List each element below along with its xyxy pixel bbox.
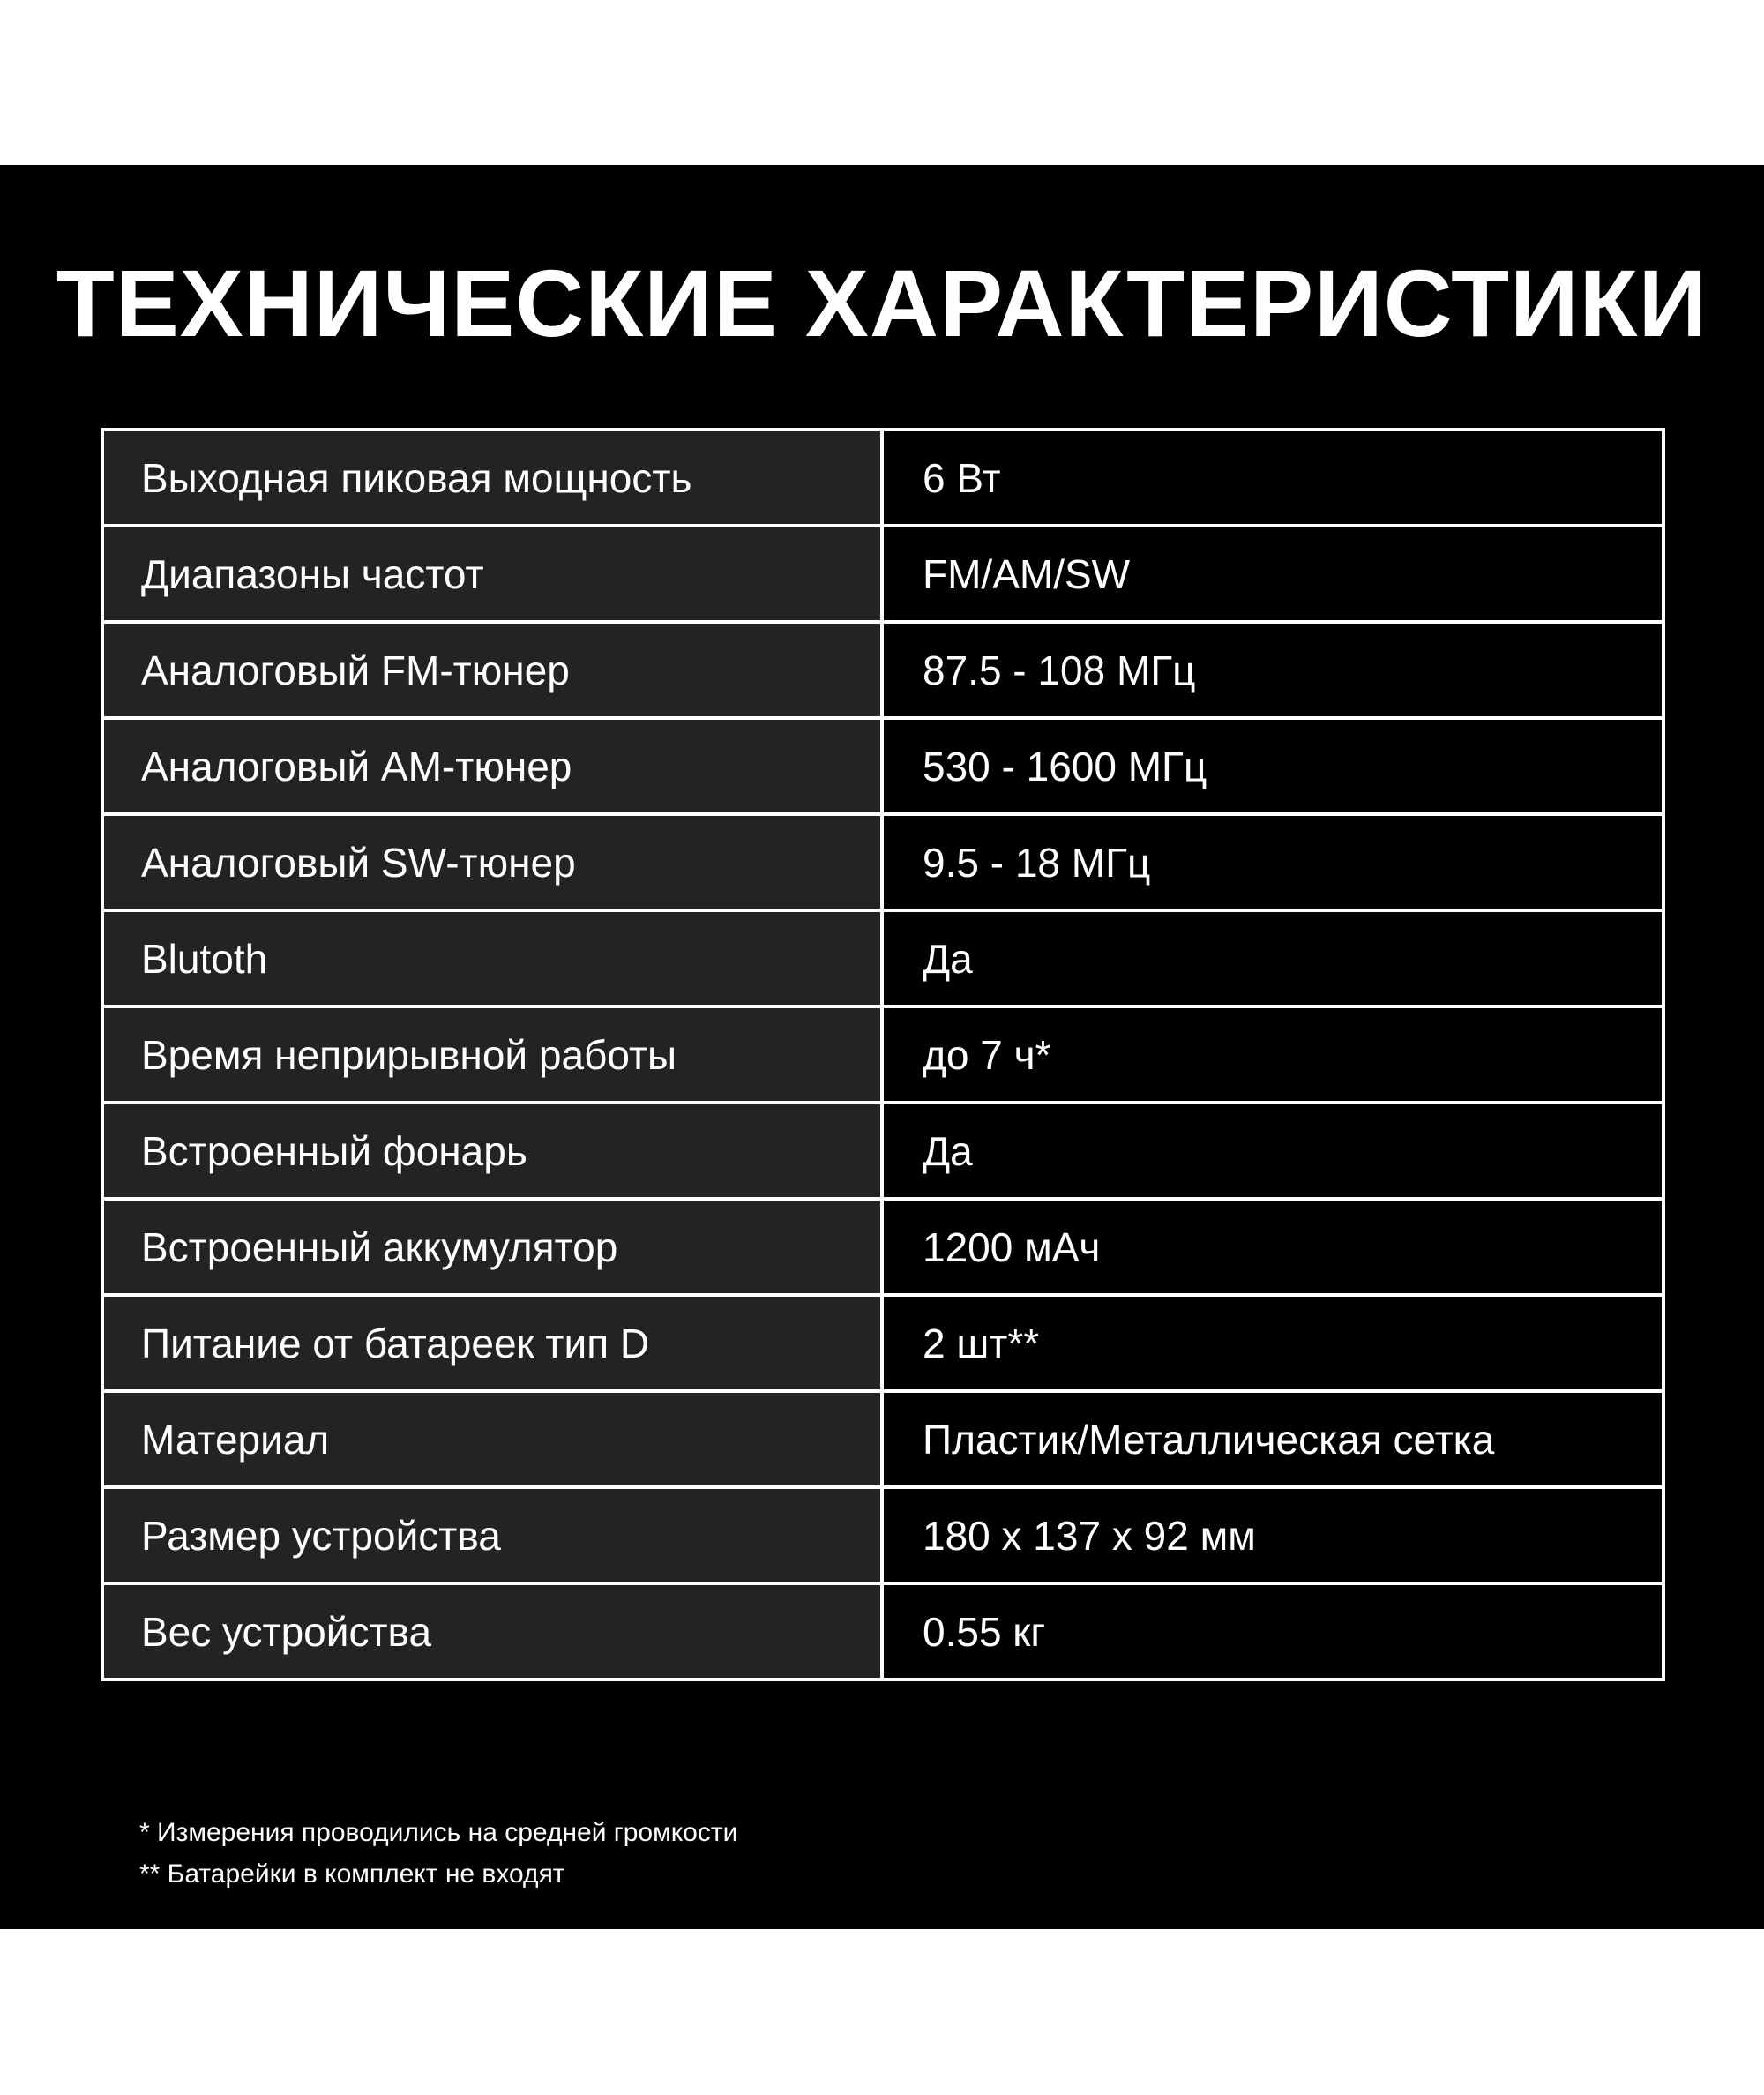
spec-label: Аналоговый FM-тюнер — [102, 622, 882, 718]
table-row — [102, 1487, 1663, 1583]
spec-value: Да — [882, 1103, 1663, 1199]
footnotes — [139, 1812, 737, 1895]
spec-label: Время неприрывной работы — [102, 1006, 882, 1103]
spec-value: 0.55 кг — [882, 1583, 1663, 1680]
table-row — [102, 1103, 1663, 1199]
spec-label: Встроенный фонарь — [102, 1103, 882, 1199]
table-row — [102, 718, 1663, 814]
spec-label: Материал — [102, 1391, 882, 1487]
footnote-runtime: * Измерения проводились на средней громкости — [139, 1818, 738, 1847]
spec-value: 6 Вт — [882, 430, 1663, 526]
spec-value: 180 x 137 x 92 мм — [882, 1487, 1663, 1583]
spec-value: FM/AM/SW — [882, 526, 1663, 622]
spec-label: Blutoth — [102, 910, 882, 1006]
spec-label: Аналоговый SW-тюнер — [102, 814, 882, 910]
spec-value: до 7 ч* — [882, 1006, 1663, 1103]
spec-value: 1200 мАч — [882, 1199, 1663, 1295]
spec-label: Аналоговый AM-тюнер — [102, 718, 882, 814]
spec-label: Встроенный аккумулятор — [102, 1199, 882, 1295]
table-row — [102, 814, 1663, 910]
spec-label: Выходная пиковая мощность — [102, 430, 882, 526]
table-row — [102, 1391, 1663, 1487]
table-row — [102, 1006, 1663, 1103]
table-row — [102, 526, 1663, 622]
table-row — [102, 430, 1663, 526]
table-row — [102, 1295, 1663, 1391]
spec-table — [101, 428, 1665, 1681]
spec-value: Да — [882, 910, 1663, 1006]
footnote-batteries: ** Батарейки в комплект не входят — [139, 1859, 565, 1889]
spec-value: 530 - 1600 МГц — [882, 718, 1663, 814]
table-row — [102, 622, 1663, 718]
spec-value: 87.5 - 108 МГц — [882, 622, 1663, 718]
spec-value: 9.5 - 18 МГц — [882, 814, 1663, 910]
table-row — [102, 1199, 1663, 1295]
spec-label: Диапазоны частот — [102, 526, 882, 622]
spec-label: Питание от батареек тип D — [102, 1295, 882, 1391]
table-row — [102, 1583, 1663, 1680]
table-row — [102, 910, 1663, 1006]
spec-label: Размер устройства — [102, 1487, 882, 1583]
page-title-text: ТЕХНИЧЕСКИЕ ХАРАКТЕРИСТИКИ — [56, 250, 1708, 356]
spec-value: Пластик/Металлическая сетка — [882, 1391, 1663, 1487]
specs-panel — [0, 165, 1764, 1929]
spec-value: 2 шт** — [882, 1295, 1663, 1391]
spec-label: Вес устройства — [102, 1583, 882, 1680]
